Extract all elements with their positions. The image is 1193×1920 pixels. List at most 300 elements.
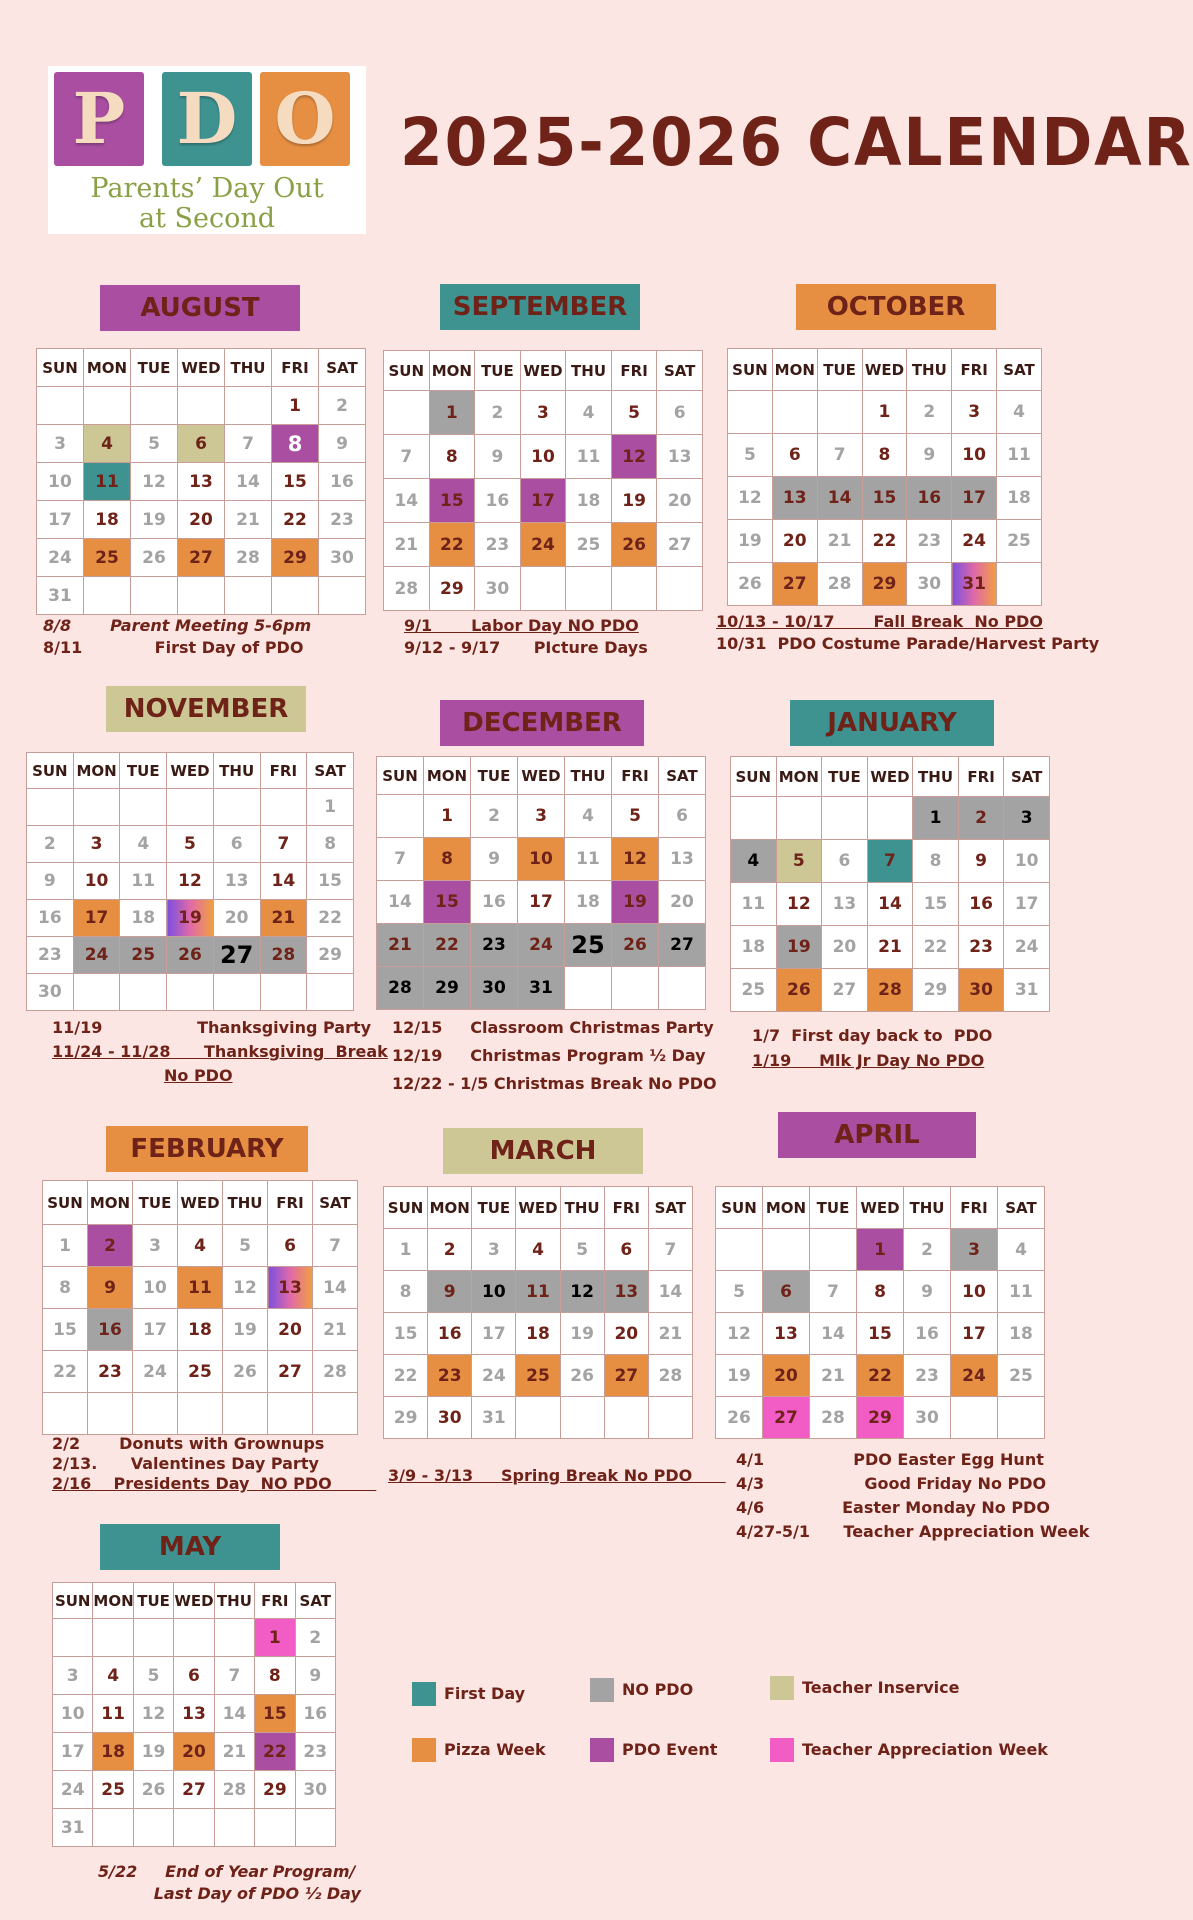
day-cell: 19 — [716, 1355, 763, 1397]
week-row — [37, 577, 366, 615]
day-cell: 23 — [295, 1733, 335, 1771]
day-header: MON — [763, 1187, 810, 1229]
day-cell: 16 — [88, 1309, 133, 1351]
calendar-september — [383, 350, 703, 611]
day-cell: 2 — [428, 1229, 472, 1271]
day-cell: 15 — [255, 1695, 295, 1733]
day-header: MON — [429, 351, 475, 391]
day-header: SAT — [1004, 757, 1050, 797]
legend-label-event: PDO Event — [622, 1740, 718, 1759]
day-cell: 1 — [307, 789, 354, 826]
day-header: SUN — [53, 1583, 93, 1619]
day-cell: 19 — [611, 479, 657, 523]
day-cell: 23 — [904, 1355, 951, 1397]
day-header: WED — [867, 757, 913, 797]
day-cell: 6 — [178, 425, 225, 463]
calendar-august — [36, 348, 366, 615]
day-cell: 15 — [384, 1313, 428, 1355]
day-cell: 28 — [648, 1355, 692, 1397]
day-cell: 29 — [384, 1397, 428, 1439]
month-title-may: MAY — [100, 1524, 280, 1570]
day-cell: 12 — [728, 477, 773, 520]
week-row — [728, 563, 1042, 606]
day-cell: 30 — [471, 967, 518, 1010]
empty-cell — [84, 577, 131, 615]
day-cell: 7 — [260, 826, 307, 863]
day-cell: 12 — [776, 883, 822, 926]
empty-cell — [319, 577, 366, 615]
day-cell: 2 — [958, 797, 1004, 840]
day-header: TUE — [472, 1187, 516, 1229]
day-cell: 31 — [952, 563, 997, 606]
day-cell: 15 — [424, 881, 471, 924]
day-header: THU — [904, 1187, 951, 1229]
day-header: FRI — [272, 349, 319, 387]
empty-cell — [998, 1397, 1045, 1439]
day-cell: 14 — [384, 479, 430, 523]
day-cell: 5 — [728, 434, 773, 477]
logo-line-2: at Second — [138, 203, 276, 234]
day-cell: 24 — [520, 523, 566, 567]
day-header-row — [43, 1181, 358, 1225]
day-cell: 20 — [213, 900, 260, 937]
day-cell: 28 — [384, 567, 430, 611]
day-cell: 2 — [475, 391, 521, 435]
day-cell: 9 — [428, 1271, 472, 1313]
day-cell: 19 — [131, 501, 178, 539]
day-cell: 6 — [604, 1229, 648, 1271]
day-cell: 27 — [213, 937, 260, 974]
week-row — [728, 520, 1042, 563]
day-cell: 18 — [120, 900, 167, 937]
logo-block-o: O — [260, 72, 350, 166]
day-header: WED — [178, 1181, 223, 1225]
day-cell: 25 — [120, 937, 167, 974]
day-cell: 10 — [1004, 840, 1050, 883]
day-cell: 29 — [429, 567, 475, 611]
day-cell: 9 — [904, 1271, 951, 1313]
day-cell: 8 — [424, 838, 471, 881]
day-cell: 29 — [272, 539, 319, 577]
empty-cell — [43, 1393, 88, 1435]
day-cell: 11 — [178, 1267, 223, 1309]
day-header: TUE — [471, 757, 518, 795]
day-cell: 8 — [857, 1271, 904, 1313]
week-row — [37, 539, 366, 577]
day-cell: 14 — [867, 883, 913, 926]
day-header: THU — [913, 757, 959, 797]
note-november: No PDO — [164, 1066, 233, 1085]
week-row — [384, 479, 703, 523]
day-cell: 25 — [516, 1355, 560, 1397]
day-cell: 20 — [822, 926, 868, 969]
empty-cell — [174, 1619, 214, 1657]
day-cell: 18 — [93, 1733, 133, 1771]
day-cell: 17 — [1004, 883, 1050, 926]
day-cell: 30 — [907, 563, 952, 606]
day-cell: 16 — [471, 881, 518, 924]
calendar-march — [383, 1186, 693, 1439]
day-cell: 23 — [428, 1355, 472, 1397]
day-cell: 8 — [43, 1267, 88, 1309]
day-cell: 30 — [319, 539, 366, 577]
empty-cell — [268, 1393, 313, 1435]
month-title-april: APRIL — [778, 1112, 976, 1158]
day-cell: 15 — [43, 1309, 88, 1351]
day-header: MON — [93, 1583, 133, 1619]
day-cell: 29 — [857, 1397, 904, 1439]
day-header: SUN — [731, 757, 777, 797]
day-cell: 3 — [951, 1229, 998, 1271]
day-cell: 3 — [133, 1225, 178, 1267]
day-cell: 5 — [560, 1229, 604, 1271]
empty-cell — [817, 391, 862, 434]
empty-cell — [295, 1809, 335, 1847]
day-cell: 13 — [604, 1271, 648, 1313]
note-april: 4/6 Easter Monday No PDO — [736, 1498, 1050, 1517]
empty-cell — [167, 974, 214, 1011]
week-row — [43, 1393, 358, 1435]
day-cell: 2 — [319, 387, 366, 425]
day-cell: 22 — [272, 501, 319, 539]
day-cell: 1 — [272, 387, 319, 425]
day-cell: 3 — [1004, 797, 1050, 840]
day-header: MON — [424, 757, 471, 795]
day-cell: 1 — [255, 1619, 295, 1657]
day-cell: 16 — [904, 1313, 951, 1355]
empty-cell — [178, 1393, 223, 1435]
day-cell: 3 — [518, 795, 565, 838]
month-title-august: AUGUST — [100, 285, 300, 331]
day-cell: 14 — [313, 1267, 358, 1309]
day-header: SAT — [313, 1181, 358, 1225]
note-february: 2/2 Donuts with Grownups — [52, 1434, 325, 1453]
day-header: THU — [214, 1583, 254, 1619]
day-header-row — [53, 1583, 336, 1619]
day-header: WED — [518, 757, 565, 795]
week-row — [384, 435, 703, 479]
day-header: THU — [560, 1187, 604, 1229]
day-cell: 21 — [810, 1355, 857, 1397]
day-cell: 10 — [520, 435, 566, 479]
day-header: SUN — [384, 1187, 428, 1229]
day-cell: 22 — [857, 1355, 904, 1397]
empty-cell — [88, 1393, 133, 1435]
week-row — [384, 523, 703, 567]
week-row — [37, 501, 366, 539]
day-cell: 5 — [223, 1225, 268, 1267]
day-cell: 12 — [612, 838, 659, 881]
day-cell: 31 — [53, 1809, 93, 1847]
logo-line-1: Parents’ Day Out — [90, 173, 324, 204]
day-cell: 19 — [612, 881, 659, 924]
day-cell: 25 — [997, 520, 1042, 563]
day-cell: 18 — [516, 1313, 560, 1355]
day-cell: 27 — [178, 539, 225, 577]
empty-cell — [728, 391, 773, 434]
day-cell: 19 — [560, 1313, 604, 1355]
day-cell: 12 — [223, 1267, 268, 1309]
note-november: 11/24 - 11/28 Thanksgiving Break — [52, 1042, 388, 1061]
day-cell: 16 — [295, 1695, 335, 1733]
day-cell: 9 — [27, 863, 74, 900]
day-cell: 28 — [377, 967, 424, 1010]
day-cell: 13 — [213, 863, 260, 900]
calendar-february — [42, 1180, 358, 1435]
day-cell: 24 — [1004, 926, 1050, 969]
day-cell: 23 — [88, 1351, 133, 1393]
day-cell: 2 — [27, 826, 74, 863]
empty-cell — [213, 789, 260, 826]
day-cell: 30 — [958, 969, 1004, 1012]
day-cell: 16 — [319, 463, 366, 501]
empty-cell — [612, 967, 659, 1010]
empty-cell — [167, 789, 214, 826]
legend-label-pizza: Pizza Week — [444, 1740, 546, 1759]
empty-cell — [867, 797, 913, 840]
month-title-december: DECEMBER — [440, 700, 644, 746]
day-cell: 2 — [904, 1229, 951, 1271]
day-cell: 13 — [268, 1267, 313, 1309]
note-august: 8/11 First Day of PDO — [43, 638, 304, 657]
empty-cell — [93, 1619, 133, 1657]
empty-cell — [307, 974, 354, 1011]
day-cell: 3 — [37, 425, 84, 463]
day-cell: 6 — [822, 840, 868, 883]
day-cell: 21 — [377, 924, 424, 967]
day-cell: 14 — [214, 1695, 254, 1733]
logo-block-p: P — [54, 72, 144, 166]
week-row — [731, 883, 1050, 926]
empty-cell — [260, 789, 307, 826]
week-row — [716, 1313, 1045, 1355]
day-header: SAT — [997, 349, 1042, 391]
day-cell: 27 — [772, 563, 817, 606]
day-header-row — [728, 349, 1042, 391]
day-header: FRI — [255, 1583, 295, 1619]
day-header-row — [384, 1187, 693, 1229]
day-cell: 26 — [612, 924, 659, 967]
day-cell: 17 — [520, 479, 566, 523]
day-cell: 15 — [857, 1313, 904, 1355]
day-cell: 22 — [255, 1733, 295, 1771]
month-title-january: JANUARY — [790, 700, 994, 746]
day-cell: 7 — [817, 434, 862, 477]
day-header: THU — [565, 757, 612, 795]
week-row — [53, 1657, 336, 1695]
day-cell: 20 — [174, 1733, 214, 1771]
empty-cell — [951, 1397, 998, 1439]
day-cell: 11 — [120, 863, 167, 900]
empty-cell — [84, 387, 131, 425]
day-header: THU — [213, 753, 260, 789]
day-cell: 1 — [913, 797, 959, 840]
week-row — [377, 795, 706, 838]
week-row — [43, 1267, 358, 1309]
day-header: TUE — [810, 1187, 857, 1229]
day-cell: 31 — [37, 577, 84, 615]
day-cell: 18 — [565, 881, 612, 924]
empty-cell — [223, 1393, 268, 1435]
note-october: 10/13 - 10/17 Fall Break No PDO — [716, 612, 1043, 631]
empty-cell — [27, 789, 74, 826]
empty-cell — [131, 577, 178, 615]
day-cell: 21 — [817, 520, 862, 563]
day-cell: 5 — [167, 826, 214, 863]
empty-cell — [997, 563, 1042, 606]
day-cell: 16 — [27, 900, 74, 937]
day-cell: 14 — [225, 463, 272, 501]
day-cell: 23 — [27, 937, 74, 974]
day-cell: 17 — [37, 501, 84, 539]
day-cell: 8 — [862, 434, 907, 477]
day-cell: 20 — [657, 479, 703, 523]
day-cell: 27 — [822, 969, 868, 1012]
day-cell: 9 — [907, 434, 952, 477]
day-cell: 15 — [862, 477, 907, 520]
day-cell: 4 — [93, 1657, 133, 1695]
day-cell: 1 — [424, 795, 471, 838]
day-cell: 25 — [84, 539, 131, 577]
day-cell: 1 — [43, 1225, 88, 1267]
week-row — [731, 926, 1050, 969]
day-cell: 20 — [659, 881, 706, 924]
day-header: TUE — [817, 349, 862, 391]
day-cell: 7 — [384, 435, 430, 479]
day-cell: 11 — [565, 838, 612, 881]
week-row — [716, 1229, 1045, 1271]
week-row — [377, 881, 706, 924]
day-cell: 2 — [295, 1619, 335, 1657]
day-header: WED — [167, 753, 214, 789]
day-cell: 17 — [73, 900, 120, 937]
day-cell: 10 — [472, 1271, 516, 1313]
day-header: TUE — [822, 757, 868, 797]
logo-block-d: D — [162, 72, 252, 166]
day-cell: 28 — [817, 563, 862, 606]
week-row — [384, 1271, 693, 1313]
day-cell: 29 — [913, 969, 959, 1012]
empty-cell — [822, 797, 868, 840]
empty-cell — [657, 567, 703, 611]
empty-cell — [763, 1229, 810, 1271]
week-row — [43, 1309, 358, 1351]
day-cell: 12 — [133, 1695, 173, 1733]
legend-swatch-first — [412, 1682, 436, 1706]
empty-cell — [214, 1809, 254, 1847]
empty-cell — [225, 387, 272, 425]
day-header: FRI — [958, 757, 1004, 797]
day-header: SAT — [319, 349, 366, 387]
note-october: 10/31 PDO Costume Parade/Harvest Party — [716, 634, 1100, 653]
day-cell: 24 — [472, 1355, 516, 1397]
day-cell: 4 — [178, 1225, 223, 1267]
day-header-row — [377, 757, 706, 795]
day-cell: 7 — [377, 838, 424, 881]
note-december: 12/15 Classroom Christmas Party — [392, 1018, 714, 1037]
day-cell: 10 — [37, 463, 84, 501]
day-cell: 30 — [295, 1771, 335, 1809]
legend-label-first: First Day — [444, 1684, 526, 1703]
day-header-row — [27, 753, 354, 789]
empty-cell — [214, 1619, 254, 1657]
empty-cell — [174, 1809, 214, 1847]
calendar-october — [727, 348, 1042, 606]
calendar-january — [730, 756, 1050, 1012]
day-cell: 30 — [904, 1397, 951, 1439]
day-cell: 22 — [424, 924, 471, 967]
week-row — [716, 1397, 1045, 1439]
week-row — [27, 863, 354, 900]
day-cell: 29 — [255, 1771, 295, 1809]
day-cell: 15 — [272, 463, 319, 501]
day-header: FRI — [604, 1187, 648, 1229]
day-cell: 22 — [913, 926, 959, 969]
day-cell: 23 — [907, 520, 952, 563]
week-row — [716, 1355, 1045, 1397]
note-september: 9/12 - 9/17 PIcture Days — [404, 638, 648, 657]
week-row — [731, 969, 1050, 1012]
day-header: THU — [907, 349, 952, 391]
day-cell: 17 — [133, 1309, 178, 1351]
day-cell: 10 — [73, 863, 120, 900]
day-cell: 21 — [225, 501, 272, 539]
empty-cell — [178, 577, 225, 615]
day-cell: 15 — [429, 479, 475, 523]
week-row — [27, 974, 354, 1011]
legend-swatch-pizza — [412, 1738, 436, 1762]
week-row — [384, 1313, 693, 1355]
empty-cell — [772, 391, 817, 434]
day-header: SAT — [307, 753, 354, 789]
day-cell: 30 — [475, 567, 521, 611]
day-header: TUE — [133, 1583, 173, 1619]
day-cell: 21 — [313, 1309, 358, 1351]
day-cell: 15 — [307, 863, 354, 900]
day-cell: 8 — [913, 840, 959, 883]
day-cell: 22 — [429, 523, 475, 567]
empty-cell — [260, 974, 307, 1011]
note-august: 8/8 Parent Meeting 5-6pm — [43, 616, 312, 635]
day-cell: 24 — [952, 520, 997, 563]
day-cell: 17 — [518, 881, 565, 924]
day-header: SUN — [384, 351, 430, 391]
day-cell: 13 — [174, 1695, 214, 1733]
day-cell: 13 — [772, 477, 817, 520]
day-cell: 4 — [516, 1229, 560, 1271]
day-header: THU — [225, 349, 272, 387]
day-header: SAT — [657, 351, 703, 391]
legend-label-inservice: Teacher Inservice — [802, 1678, 960, 1697]
note-may: Last Day of PDO ½ Day — [98, 1884, 361, 1903]
day-cell: 10 — [952, 434, 997, 477]
day-cell: 27 — [763, 1397, 810, 1439]
day-header: FRI — [611, 351, 657, 391]
week-row — [728, 391, 1042, 434]
day-cell: 24 — [73, 937, 120, 974]
day-cell: 24 — [53, 1771, 93, 1809]
note-april: 4/3 Good Friday No PDO — [736, 1474, 1047, 1493]
day-cell: 21 — [260, 900, 307, 937]
day-cell: 22 — [43, 1351, 88, 1393]
note-january: 1/19 Mlk Jr Day No PDO — [752, 1051, 985, 1070]
day-cell: 11 — [93, 1695, 133, 1733]
day-header: SAT — [648, 1187, 692, 1229]
day-cell: 25 — [93, 1771, 133, 1809]
day-cell: 24 — [518, 924, 565, 967]
day-cell: 14 — [810, 1313, 857, 1355]
legend-swatch-inservice — [770, 1676, 794, 1700]
